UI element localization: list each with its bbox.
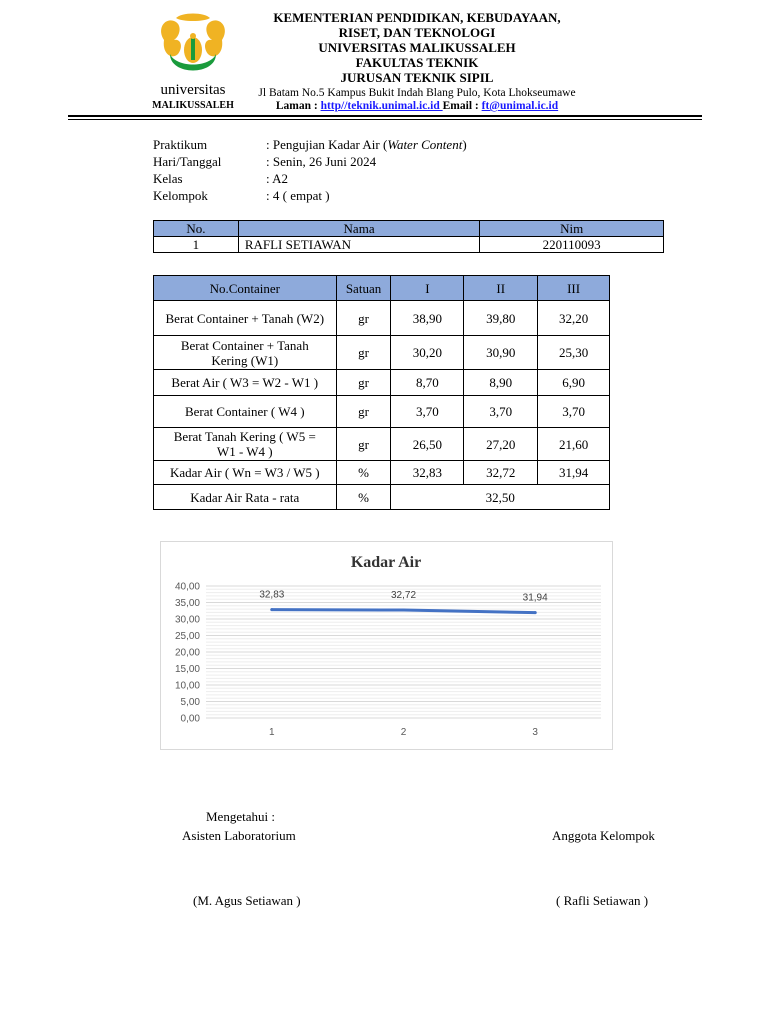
- chart-svg: [161, 542, 612, 749]
- praktikum-label: Praktikum: [153, 137, 208, 152]
- results-header-ii: II: [464, 276, 538, 301]
- member-name: RAFLI SETIAWAN: [238, 237, 480, 253]
- header-ministry-2: RISET, DAN TEKNOLOGI: [338, 25, 496, 40]
- data-point: [534, 611, 537, 614]
- data-label: 32,83: [259, 589, 285, 601]
- header-department: JURUSAN TEKNIK SIPIL: [340, 70, 494, 85]
- results-header-row: [154, 276, 610, 301]
- row-label: Berat Container + Tanah (W2): [154, 301, 337, 336]
- row-value-iii: 32,20: [538, 301, 610, 336]
- average-value: 32,50: [391, 485, 610, 510]
- row-unit: gr: [336, 370, 391, 396]
- header-contact: [232, 99, 602, 113]
- row-value-ii: 30,90: [464, 336, 538, 370]
- results-header-satuan: Satuan: [336, 276, 391, 301]
- members-header-row: [154, 221, 664, 237]
- row-value-iii: 31,94: [538, 461, 610, 485]
- kadar-air-chart: [160, 541, 613, 750]
- row-value-ii: 39,80: [464, 301, 538, 336]
- y-tick-label: 0,00: [180, 713, 200, 725]
- row-value-i: 8,70: [391, 370, 464, 396]
- row-value-iii: 6,90: [538, 370, 610, 396]
- anggota-name: ( Rafli Setiawan ): [556, 893, 649, 908]
- table-row: [154, 336, 610, 370]
- x-tick-label: 2: [400, 727, 407, 738]
- row-unit: gr: [336, 336, 391, 370]
- row-value-iii: 3,70: [538, 396, 610, 428]
- y-tick-label: 35,00: [174, 598, 200, 609]
- header-address: Jl Batam No.5 Kampus Bukit Indah Blang Pulo, Kota Lhokseumawe: [258, 87, 576, 99]
- header-rule-thick: [68, 115, 702, 117]
- y-tick-label: 30,00: [174, 614, 200, 626]
- row-value-i: 3,70: [391, 396, 464, 428]
- y-tick-label: 5,00: [180, 697, 200, 708]
- praktikum-value: : Pengujian Kadar Air (Water Content): [266, 137, 467, 152]
- row-value-ii: 3,70: [464, 396, 538, 428]
- row-unit: gr: [336, 301, 391, 336]
- y-tick-label: 20,00: [174, 647, 200, 659]
- data-point: [402, 609, 405, 612]
- row-value-i: 32,83: [391, 461, 464, 485]
- x-tick-label: 1: [269, 727, 275, 738]
- header-faculty: FAKULTAS TEKNIK: [355, 55, 479, 70]
- logo-text-universitas: universitas: [160, 82, 226, 98]
- y-tick-label: 25,00: [174, 631, 200, 642]
- y-tick-label: 40,00: [174, 581, 200, 593]
- results-table: [153, 275, 610, 510]
- members-header-no: No.: [154, 221, 239, 237]
- asisten-label: Asisten Laboratorium: [182, 828, 296, 843]
- university-logo: [152, 10, 234, 114]
- tanggal-value: : Senin, 26 Juni 2024: [266, 154, 377, 169]
- results-header-iii: III: [538, 276, 610, 301]
- kelompok-value: : 4 ( empat ): [266, 188, 330, 203]
- header-rule-thin: [68, 119, 702, 120]
- y-tick-label: 15,00: [174, 664, 200, 675]
- row-value-ii: 8,90: [464, 370, 538, 396]
- row-value-ii: 32,72: [464, 461, 538, 485]
- email-label: Email :: [442, 100, 482, 112]
- table-row: [154, 237, 664, 253]
- row-value-iii: 25,30: [538, 336, 610, 370]
- site-label: Laman :: [275, 100, 321, 112]
- members-header-nama: Nama: [238, 221, 480, 237]
- university-emblem-icon: [152, 10, 234, 114]
- row-label: Kadar Air ( Wn = W3 / W5 ): [154, 461, 337, 485]
- logo-text-malikussaleh: MALIKUSSALEH: [152, 100, 234, 111]
- results-header-i: I: [391, 276, 464, 301]
- table-row: [154, 370, 610, 396]
- table-row: [154, 461, 610, 485]
- asisten-name: (M. Agus Setiawan ): [193, 893, 301, 908]
- member-nim: 220110093: [480, 237, 664, 253]
- table-row: [154, 301, 610, 336]
- y-tick-label: 10,00: [174, 680, 200, 692]
- average-label: Kadar Air Rata - rata: [154, 485, 337, 510]
- x-tick-label: 3: [532, 727, 538, 738]
- data-label: 32,72: [390, 590, 417, 602]
- row-label: Berat Container ( W4 ): [154, 396, 337, 428]
- row-unit: gr: [336, 396, 391, 428]
- chart-title: Kadar Air: [350, 554, 422, 571]
- row-value-i: 38,90: [391, 301, 464, 336]
- row-label: Berat Air ( W3 = W2 - W1 ): [154, 370, 337, 396]
- mengetahui-label: Mengetahui :: [206, 809, 275, 824]
- results-header-container: No.Container: [154, 276, 337, 301]
- tanggal-label: Hari/Tanggal: [153, 154, 222, 169]
- data-point: [270, 608, 273, 611]
- site-link[interactable]: http//teknik.unimal.ic.id: [320, 100, 443, 112]
- kelas-value: : A2: [266, 171, 289, 186]
- row-label: Berat Tanah Kering ( W5 = W1 - W4 ): [154, 428, 337, 461]
- row-label: Berat Container + Tanah Kering (W1): [154, 336, 337, 370]
- average-unit: %: [336, 485, 391, 510]
- members-table: [153, 220, 664, 253]
- row-unit: gr: [336, 428, 391, 461]
- kelompok-label: Kelompok: [153, 188, 208, 203]
- row-unit: %: [336, 461, 391, 485]
- header-ministry: KEMENTERIAN PENDIDIKAN, KEBUDAYAAN,: [273, 10, 561, 25]
- data-label: 31,94: [522, 592, 548, 604]
- member-no: 1: [154, 237, 239, 253]
- email-link[interactable]: ft@unimal.ic.id: [481, 100, 559, 112]
- average-row: [154, 485, 610, 510]
- row-value-ii: 27,20: [464, 428, 538, 461]
- members-header-nim: Nim: [480, 221, 664, 237]
- header-university: UNIVERSITAS MALIKUSSALEH: [318, 40, 516, 55]
- row-value-i: 30,20: [391, 336, 464, 370]
- anggota-label: Anggota Kelompok: [552, 828, 655, 843]
- row-value-iii: 21,60: [538, 428, 610, 461]
- kelas-label: Kelas: [153, 171, 183, 186]
- table-row: [154, 396, 610, 428]
- table-row: [154, 428, 610, 461]
- row-value-i: 26,50: [391, 428, 464, 461]
